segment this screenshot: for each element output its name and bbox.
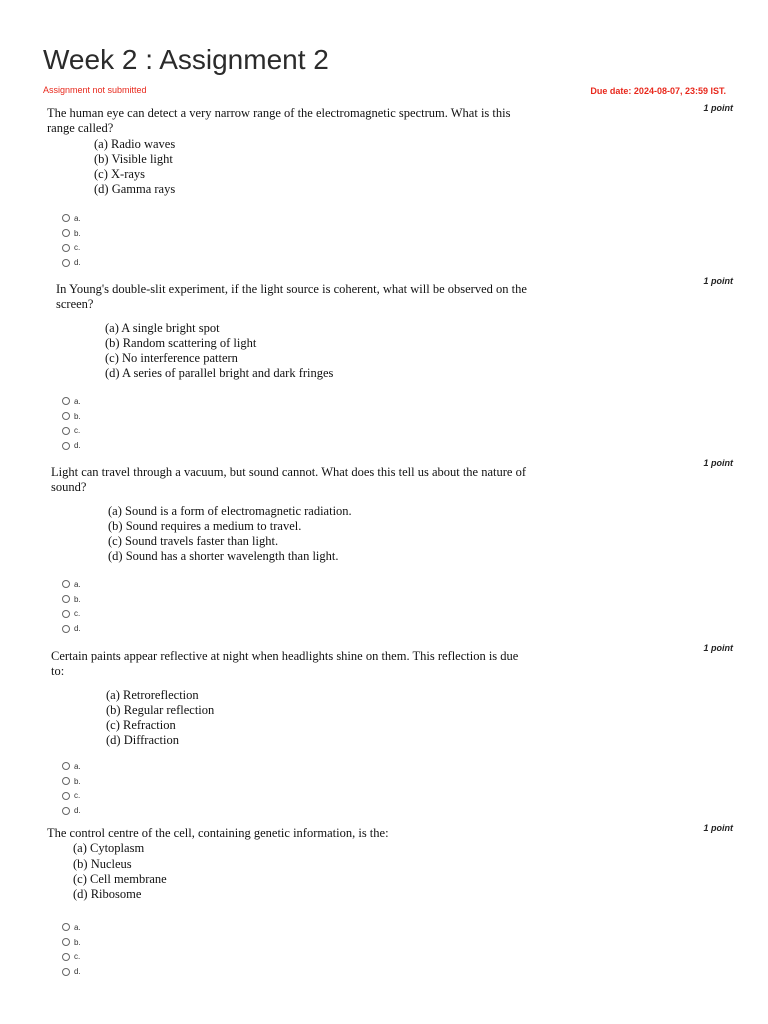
due-date: Due date: 2024-08-07, 23:59 IST. (590, 86, 726, 96)
radio-button[interactable] (62, 244, 70, 252)
question-points: 1 point (703, 823, 733, 833)
answer-choices (62, 394, 81, 453)
question-text: Certain paints appear reflective at night when headlights shine on them. This reflection is due to: (51, 649, 519, 679)
radio-button[interactable] (62, 968, 70, 976)
radio-button[interactable] (62, 953, 70, 961)
choice-c[interactable]: c. (62, 950, 81, 965)
choice-d[interactable]: d. (62, 255, 81, 270)
radio-button[interactable] (62, 777, 70, 785)
question-4 (51, 649, 531, 749)
radio-button[interactable] (62, 938, 70, 946)
radio-button[interactable] (62, 214, 70, 222)
question-3 (51, 465, 531, 565)
option-text: (d) Sound has a shorter wavelength than light. (108, 549, 339, 564)
answer-choices (62, 577, 81, 636)
option-text: (a) Cytoplasm (73, 841, 145, 856)
choice-b[interactable]: b. (62, 935, 81, 950)
radio-button[interactable] (62, 229, 70, 237)
radio-button[interactable] (62, 595, 70, 603)
choice-c[interactable]: c. (62, 424, 81, 439)
choice-d[interactable]: d. (62, 438, 81, 453)
choice-a[interactable]: a. (62, 211, 81, 226)
choice-d[interactable]: d. (62, 964, 81, 979)
radio-button[interactable] (62, 923, 70, 931)
choice-a[interactable]: a. (62, 577, 81, 592)
choice-c[interactable]: c. (62, 789, 81, 804)
option-text: (d) Ribosome (73, 887, 142, 902)
question-text: The control centre of the cell, containing genetic information, is the: (47, 826, 389, 840)
radio-button[interactable] (62, 397, 70, 405)
radio-button[interactable] (62, 412, 70, 420)
choice-d[interactable]: d. (62, 803, 81, 818)
choice-a[interactable]: a. (62, 394, 81, 409)
option-text: (b) Regular reflection (106, 702, 215, 717)
question-text: The human eye can detect a very narrow range of the electromagnetic spectrum. What is this range called? (47, 106, 511, 136)
radio-button[interactable] (62, 625, 70, 633)
choice-c[interactable]: c. (62, 607, 81, 622)
option-text: (b) Random scattering of light (105, 335, 257, 350)
question-1 (47, 106, 527, 198)
question-2 (56, 282, 536, 382)
choice-b[interactable]: b. (62, 226, 81, 241)
submission-status: Assignment not submitted (43, 85, 147, 95)
option-text: (d) A series of parallel bright and dark fringes (105, 366, 334, 381)
choice-b[interactable]: b. (62, 592, 81, 607)
radio-button[interactable] (62, 580, 70, 588)
radio-button[interactable] (62, 427, 70, 435)
option-text: (c) Refraction (106, 718, 176, 733)
option-text: (c) Cell membrane (73, 871, 167, 886)
choice-a[interactable]: a. (62, 920, 81, 935)
radio-button[interactable] (62, 610, 70, 618)
option-text: (a) Sound is a form of electromagnetic radiation. (108, 503, 352, 518)
option-text: (c) No interference pattern (105, 351, 238, 366)
choice-b[interactable]: b. (62, 774, 81, 789)
radio-button[interactable] (62, 442, 70, 450)
answer-choices (62, 211, 81, 270)
radio-button[interactable] (62, 792, 70, 800)
question-5 (47, 826, 527, 902)
question-text: Light can travel through a vacuum, but sound cannot. What does this tell us about the nature of sound? (51, 465, 526, 495)
question-text: In Young's double-slit experiment, if the light source is coherent, what will be observed on the screen? (56, 282, 527, 312)
option-text: (d) Gamma rays (94, 182, 176, 197)
option-text: (b) Sound requires a medium to travel. (108, 518, 302, 533)
question-points: 1 point (703, 276, 733, 286)
answer-choices (62, 920, 81, 979)
option-text: (d) Diffraction (106, 733, 180, 748)
question-points: 1 point (703, 103, 733, 113)
option-text: (c) X-rays (94, 167, 146, 182)
choice-c[interactable]: c. (62, 241, 81, 256)
option-text: (b) Visible light (94, 151, 173, 166)
radio-button[interactable] (62, 807, 70, 815)
choice-b[interactable]: b. (62, 409, 81, 424)
question-points: 1 point (703, 643, 733, 653)
option-text: (c) Sound travels faster than light. (108, 534, 279, 549)
choice-d[interactable]: d. (62, 621, 81, 636)
question-points: 1 point (703, 458, 733, 468)
radio-button[interactable] (62, 259, 70, 267)
answer-choices (62, 759, 81, 818)
page-title: Week 2 : Assignment 2 (43, 44, 329, 75)
choice-a[interactable]: a. (62, 759, 81, 774)
option-text: (a) Radio waves (94, 136, 176, 151)
option-text: (a) Retroreflection (106, 687, 199, 702)
option-text: (a) A single bright spot (105, 320, 220, 335)
option-text: (b) Nucleus (73, 856, 132, 871)
radio-button[interactable] (62, 762, 70, 770)
